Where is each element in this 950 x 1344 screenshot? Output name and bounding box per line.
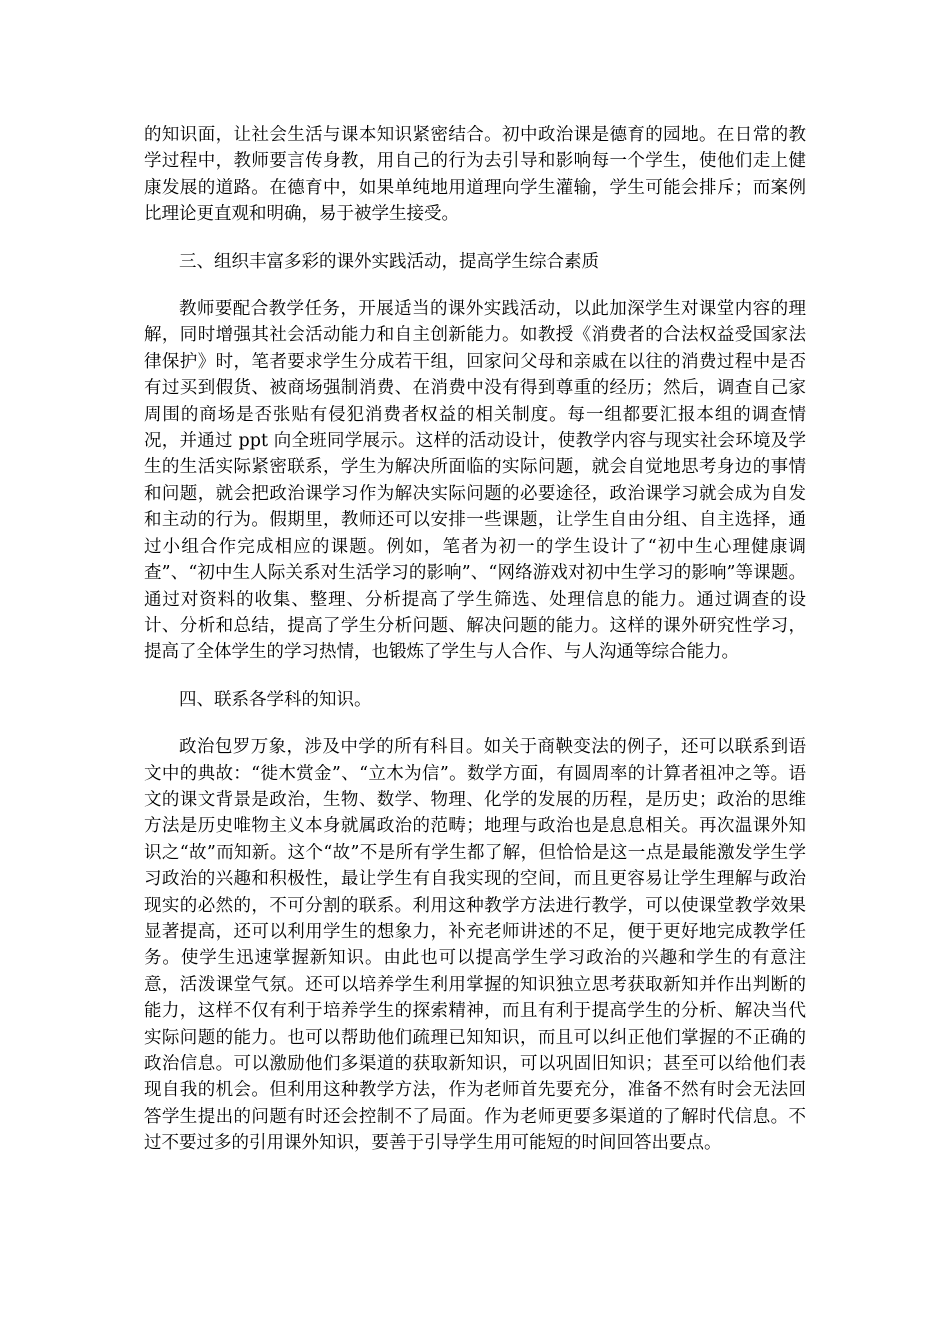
paragraph-cross-subject: 政治包罗万象，涉及中学的所有科目。如关于商鞅变法的例子，还可以联系到语文中的典故：“徙木赏金”、“立木为信”。数学方面，有圆周率的计算者祖冲之等。语文的课文背景是政治，生物、数学、物理、化学的发展的历程，是历史；政治的思维方法是历史唯物主义本身就属政治的范畴；地理与政治也是息息相关。再次温课外知识之“故”而知新。这个“故”不是所有学生都了解，但恰恰是这一点是最能激发学生学习政治的兴趣和积极性，最让学生有自我实现的空间，而且更容易让学生理解与政治现实的必然的，不可分割的联系。利用这种教学方法进行教学，可以使课堂教学效果显著提高，还可以利用学生的想象力，补充老师讲述的不足，便于更好地完成教学任务。使学生迅速掌握新知识。由此也可以提高学生学习政治的兴趣和学生的有意注意，活泼课堂气氛。还可以培养学生利用掌握的知识独立思考获取新知并作出判断的能力，这样不仅有利于培养学生的探索精神，而且有利于提高学生的分析、解决当代实际问题的能力。也可以帮助他们疏理已知知识，而且可以纠正他们掌握的不正确的政治信息。可以激励他们多渠道的获取新知识，可以巩固旧知识；甚至可以给他们表现自我的机会。但利用这种教学方法，作为老师首先要充分，准备不然有时会无法回答学生提出的问题有时还会控制不了局面。作为老师更要多渠道的了解时代信息。不过不要过多的引用课外知识，要善于引导学生用可能短的时间回答出要点。: [144, 737, 806, 1154]
section-heading-3: 三、组织丰富多彩的课外实践活动，提高学生综合素质: [179, 251, 599, 272]
section-heading-4: 四、联系各学科的知识。: [179, 689, 372, 710]
paragraph-practice-activities: 教师要配合教学任务，开展适当的课外实践活动，以此加深学生对课堂内容的理解，同时增强其社会活动能力和自主创新能力。如教授《消费者的合法权益受国家法律保护》时，笔者要求学生分成若干组，回家问父母和亲戚在以往的消费过程中是否有过买到假货、被商场强制消费、在消费中没有得到尊重的经历；然后，调查自己家周围的商场是否张贴有侵犯消费者权益的相关制度。每一组都要汇报本组的调查情况，并通过 ppt 向全班同学展示。这样的活动设计，使教学内容与现实社会环境及学生的生活实际紧密联系，学生为解决所面临的实际问题，就会自觉地思考身边的事情和问题，就会把政治课学习作为解决实际问题的必要途径，政治课学习就会成为自发和主动的行为。假期里，教师还可以安排一些课题，让学生自由分组、自主选择，通过小组合作完成相应的课题。例如，笔者为初一的学生设计了“初中生心理健康调查”、“初中生人际关系对生活学习的影响”、“网络游戏对初中生学习的影响”等课题。通过对资料的收集、整理、分析提高了学生筛选、处理信息的能力。通过调查的设计、分析和总结，提高了学生分析问题、解决问题的能力。这样的课外研究性学习，提高了全体学生的学习热情，也锻炼了学生与人合作、与人沟通等综合能力。: [144, 299, 806, 663]
document-page: [144, 122, 806, 1157]
paragraph-continuation: 的知识面，让社会生活与课本知识紧密结合。初中政治课是德育的园地。在日常的教学过程中，教师要言传身教，用自己的行为去引导和影响每一个学生，使他们走上健康发展的道路。在德育中，如果单纯地用道理向学生灌输，学生可能会排斥；而案例比理论更直观和明确，易于被学生接受。: [144, 125, 806, 225]
